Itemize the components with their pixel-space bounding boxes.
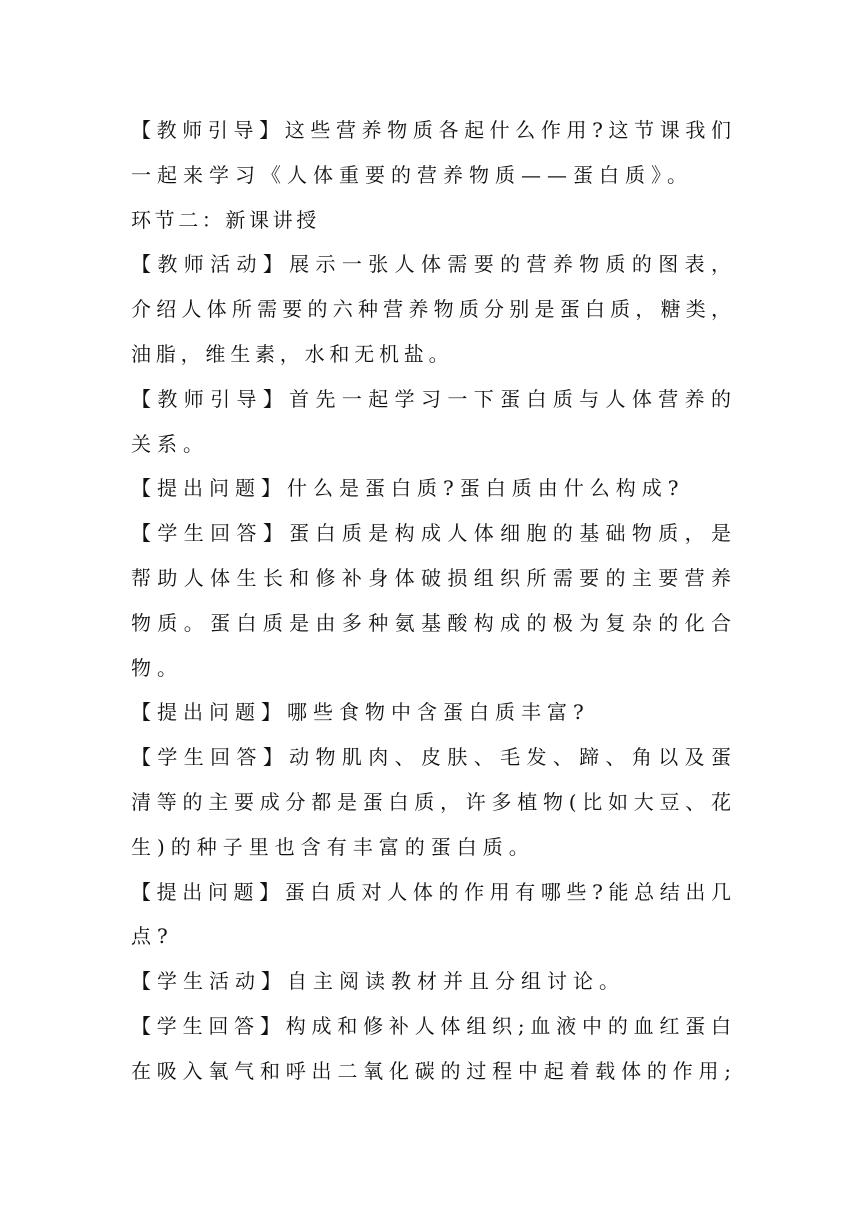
lesson-plan-text [131, 108, 731, 1094]
paragraph-line: 【提出问题】哪些食物中含蛋白质丰富? [131, 700, 590, 725]
paragraph-line: 清等的主要成分都是蛋白质，许多植物(比如大豆、花 [131, 789, 731, 814]
paragraph-line: 关系。 [131, 431, 209, 456]
paragraph-line: 物。 [131, 655, 183, 680]
paragraph-line: 物质。蛋白质是由多种氨基酸构成的极为复杂的化合 [131, 610, 731, 635]
paragraph-line: 生)的种子里也含有丰富的蛋白质。 [131, 834, 535, 859]
paragraph-line: 【教师引导】这些营养物质各起什么作用?这节课我们 [131, 118, 731, 142]
paragraph-line: 点? [131, 924, 174, 949]
paragraph-line: 【教师引导】首先一起学习一下蛋白质与人体营养的 [131, 386, 731, 411]
paragraph-line: 【提出问题】蛋白质对人体的作用有哪些?能总结出几 [131, 879, 731, 904]
paragraph-line: 一起来学习《人体重要的营养物质——蛋白质》。 [131, 162, 693, 187]
paragraph-line: 【学生回答】构成和修补人体组织;血液中的血红蛋白 [131, 1013, 731, 1038]
paragraph-line: 在吸入氧气和呼出二氧化碳的过程中起着载体的作用; [131, 1058, 731, 1083]
paragraph-line: 【学生回答】蛋白质是构成人体细胞的基础物质，是 [131, 521, 731, 546]
paragraph-line: 帮助人体生长和修补身体破损组织所需要的主要营养 [131, 565, 731, 590]
paragraph-line: 【学生活动】自主阅读教材并且分组讨论。 [131, 969, 625, 994]
paragraph-line: 【教师活动】展示一张人体需要的营养物质的图表， [131, 252, 731, 277]
paragraph-line: 油脂，维生素，水和无机盐。 [131, 341, 454, 366]
paragraph-line: 【提出问题】什么是蛋白质?蛋白质由什么构成? [131, 476, 685, 501]
paragraph-line: 【学生回答】动物肌肉、皮肤、毛发、蹄、角以及蛋 [131, 745, 731, 770]
paragraph-line: 介绍人体所需要的六种营养物质分别是蛋白质，糖类， [131, 297, 731, 322]
section-heading: 环节二：新课讲授 [131, 207, 320, 232]
